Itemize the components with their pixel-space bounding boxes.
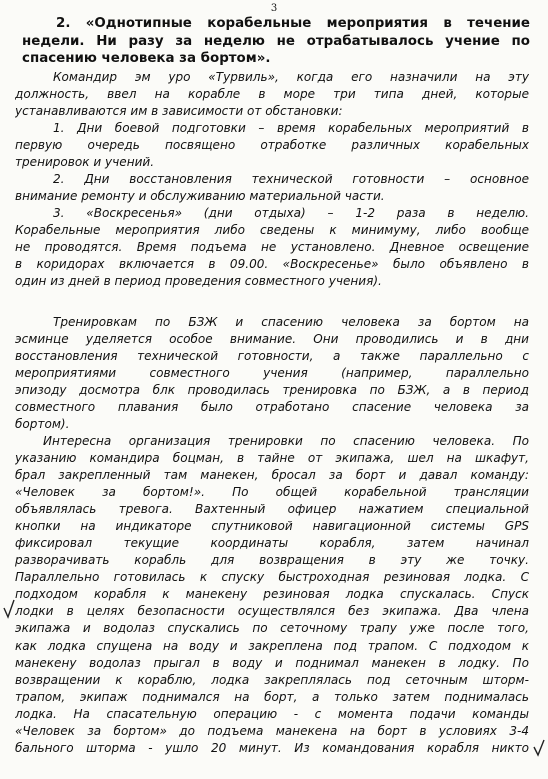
- text-line: мероприятиями совместного учения (например, параллельно: [15, 366, 529, 381]
- checkmark-icon: [532, 738, 546, 758]
- text-line: бального шторма - ушло 20 минут. Из командования корабля никто: [15, 740, 529, 755]
- text-line: манекену водолаз прыгал в воду и поднимал манекен в лодку. По: [15, 655, 529, 670]
- checkmark-icon: [2, 598, 16, 620]
- document-body: [15, 69, 529, 757]
- section-heading: 2. «Однотипные корабельные мероприятия в течение недели. Ни разу за неделю не отрабатывалось учение по спасению человека за бортом».: [22, 16, 530, 66]
- text-line: Параллельно готовилась к спуску быстроходная резиновая лодка. С: [15, 570, 529, 585]
- text-line: не проводятся. Время подъема не установлено. Дневное освещение: [15, 240, 529, 255]
- text-line: 3. «Воскресенья» (дни отдыха) – 1-2 раза в неделю.: [53, 206, 529, 221]
- text-line: Командир эм уро «Турвиль», когда его назначили на эту: [53, 70, 529, 84]
- text-line: трапом, экипаж поднимался на борт, а только затем поднималась: [15, 689, 529, 704]
- text-line: «Человек за бортом!». По общей корабельной трансляции: [15, 485, 529, 500]
- list-item-1: [15, 120, 529, 171]
- text-line: Интересна организация тренировки по спасению человека. По: [43, 434, 529, 449]
- text-line: «Человек за бортом» до подъема манекена на борт в условиях 3-4: [15, 723, 529, 738]
- text-line: фиксировал текущие координаты корабля, затем начинал: [15, 536, 529, 551]
- list-item-2: [15, 171, 529, 205]
- text-line: совместного плавания было отработано спасение человека за: [15, 400, 529, 415]
- text-line: объявлялась тревога. Вахтенный офицер нажатием специальной: [15, 502, 529, 517]
- list-item-3: [15, 205, 529, 290]
- text-line: указанию командира боцман, в тайне от экипажа, шел на шкафут,: [15, 451, 529, 466]
- text-line: один из дней в период проведения совместного учения).: [15, 274, 382, 289]
- intro-paragraph: [15, 69, 529, 120]
- text-line: 2. Дни восстановления технической готовности – основное: [53, 172, 529, 187]
- text-line: лодка. На спасательную операцию - с момента подачи команды: [15, 706, 529, 721]
- text-line: первую очередь посвящено отработке различных корабельных: [15, 138, 529, 153]
- text-line: кнопки на индикаторе спутниковой навигационной системы GPS: [15, 519, 529, 534]
- text-line: эсминце уделяется особое внимание. Они проводились и в дни: [15, 332, 529, 347]
- text-line: лодки в целях безопасности осуществлялся без экипажа. Два члена: [15, 604, 529, 619]
- text-line: внимание ремонту и обслуживанию материальной части.: [15, 189, 385, 204]
- text-line: устанавливаются им в зависимости от обстановки:: [15, 104, 343, 119]
- text-line: Тренировкам по БЗЖ и спасению человека за бортом на: [53, 315, 529, 330]
- text-line: возвращении к кораблю, лодка закреплялась под сеточным шторм-: [15, 672, 529, 687]
- text-line: бортом).: [15, 417, 70, 432]
- text-line: в коридорах включается в 09.00. «Воскресенье» было объявлено в: [15, 257, 529, 272]
- text-line: брал закрепленный там манекен, бросал за борт и давал команду:: [15, 468, 529, 483]
- text-line: должность, ввел на корабле в море три типа дней, которые: [15, 87, 529, 102]
- text-line: 1. Дни боевой подготовки – время корабельных мероприятий в: [53, 121, 529, 136]
- text-line: Корабельные мероприятия либо сведены к минимуму, либо вообще: [15, 223, 529, 238]
- text-line: как лодка спущена на воду и закреплена под трапом. С подходом к: [15, 638, 529, 653]
- text-line: эпизоду досмотра блк проводилась тренировка по БЗЖ, а в период: [15, 383, 529, 398]
- text-line: подходом корабля к манекену резиновая лодка спускалась. Спуск: [15, 587, 529, 602]
- text-line: разворачивать корабль для возвращения в эту же точку.: [15, 553, 529, 568]
- text-line: восстановления технической готовности, а также параллельно с: [15, 349, 529, 364]
- text-line: экипажа и водолаз спускались по сеточному трапу уже после того,: [15, 621, 529, 636]
- text-line: тренировок и учений.: [15, 155, 155, 170]
- page-number: 3: [270, 3, 278, 14]
- training-paragraph: [15, 314, 529, 433]
- rescue-paragraph: [15, 433, 529, 756]
